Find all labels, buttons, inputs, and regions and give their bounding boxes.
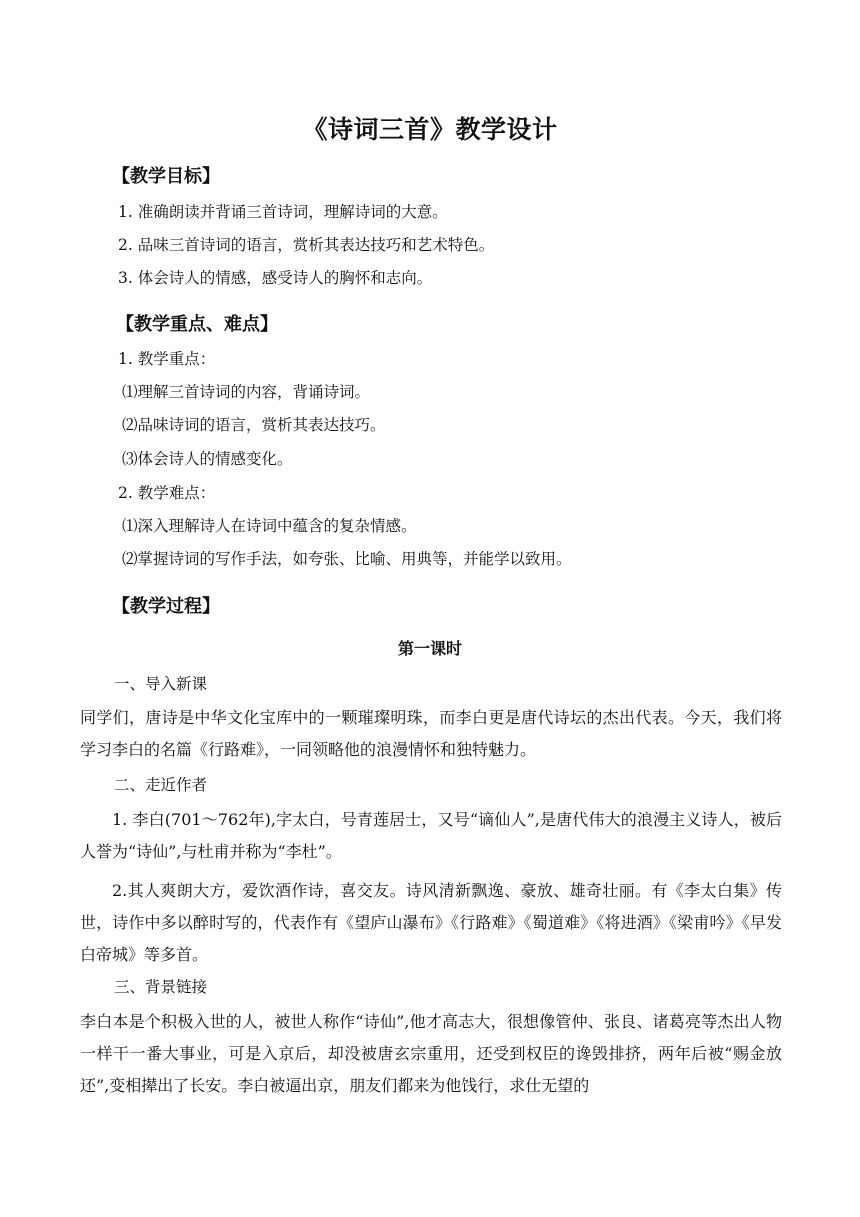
key-points-heading: 【教学重点、难点】	[116, 314, 278, 335]
focus-item: ⑵品味诗词的语言，赏析其表达技巧。	[122, 416, 386, 434]
step-label: 一、导入新课	[114, 675, 208, 693]
difficulty-label: 2. 教学难点：	[118, 484, 216, 502]
focus-label: 1. 教学重点：	[118, 350, 216, 368]
step-label: 三、背景链接	[114, 978, 208, 996]
document-title: 《诗词三首》教学设计	[302, 115, 558, 144]
lesson-title: 第一课时	[397, 639, 462, 658]
step-label: 二、走近作者	[114, 776, 208, 794]
step-paragraph: 同学们，唐诗是中华文化宝库中的一颗璀璨明珠，而李白更是唐代诗坛的杰出代表。今天，我们将学习李白的名篇《行路难》，一同领略他的浪漫情怀和独特魅力。	[80, 708, 782, 759]
objective-item: 2. 品味三首诗词的语言，赏析其表达技巧和艺术特色。	[118, 236, 495, 254]
difficulty-item: ⑴深入理解诗人在诗词中蕴含的复杂情感。	[122, 517, 417, 535]
objective-item: 3. 体会诗人的情感，感受诗人的胸怀和志向。	[118, 269, 433, 287]
step-paragraph: 李白本是个积极入世的人，被世人称作“诗仙”,他才高志大，很想像管仲、张良、诸葛亮等杰出人物一样干一番大事业，可是入京后，却没被唐玄宗重用，还受到权臣的谗毁排挤，两年后被“赐金放还”,变相撵出了长安。李白被逼出京，朋友们都来为他饯行，求仕无望的	[80, 1012, 782, 1095]
objective-item: 1. 准确朗读并背诵三首诗词，理解诗词的大意。	[118, 203, 448, 221]
process-heading: 【教学过程】	[112, 596, 220, 617]
difficulty-item: ⑵掌握诗词的写作手法，如夸张、比喻、用典等，并能学以致用。	[122, 550, 572, 568]
step-paragraph: 1. 李白(701～762年),字太白，号青莲居士，又号“谪仙人”,是唐代伟大的浪漫主义诗人，被后人誉为“诗仙”,与杜甫并称为“李杜”。	[80, 810, 782, 861]
step-paragraph: 2.其人爽朗大方，爱饮酒作诗，喜交友。诗风清新飘逸、豪放、雄奇壮丽。有《李太白集》传世，诗作中多以醉时写的，代表作有《望庐山瀑布》《行路难》《蜀道难》《将进酒》《梁甫吟》《早发白帝城》等多首。	[80, 881, 782, 964]
focus-item: ⑶体会诗人的情感变化。	[122, 450, 293, 468]
focus-item: ⑴理解三首诗词的内容，背诵诗词。	[122, 383, 371, 401]
objectives-heading: 【教学目标】	[112, 166, 220, 187]
